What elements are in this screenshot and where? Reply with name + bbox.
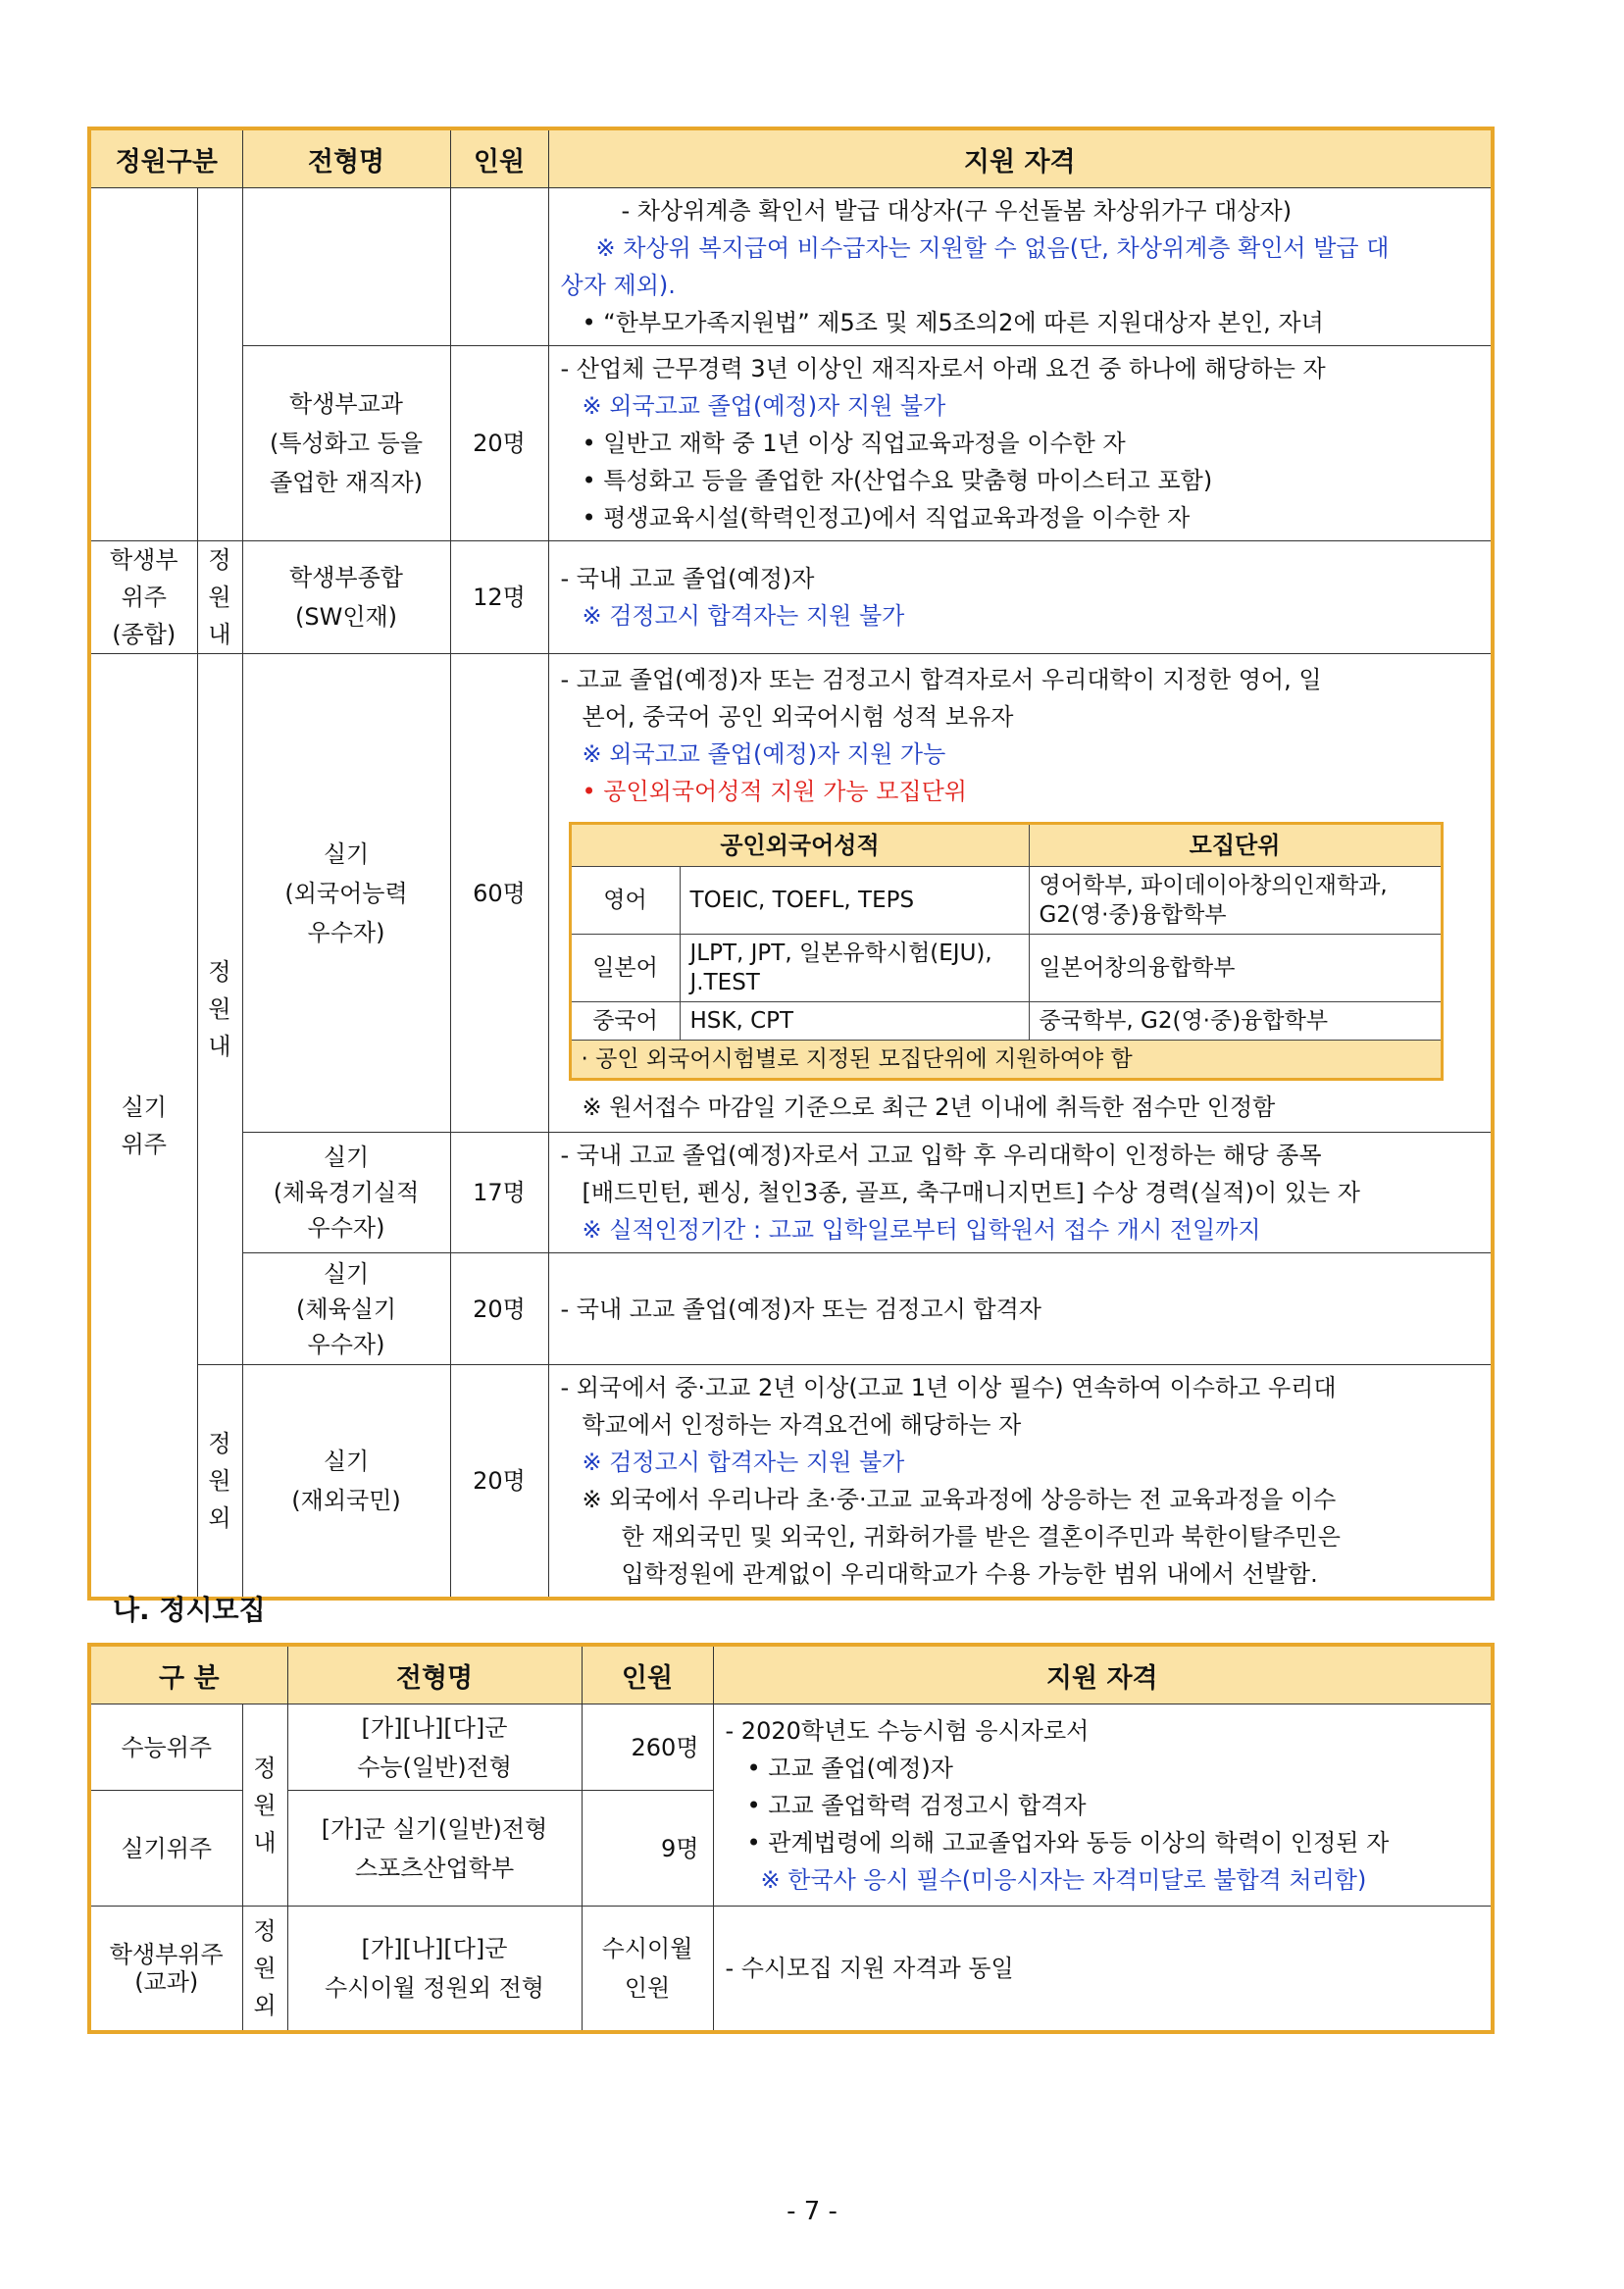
inner-units: 영어학부, 파이데이아창의인재학과, G2(영·중)융합학부: [1029, 866, 1442, 934]
inner-units: 일본어창의융합학부: [1029, 934, 1442, 1001]
qualification-cell: - 국내 고교 졸업(예정)자 ※ 검정고시 합격자는 지원 불가: [548, 541, 1493, 654]
inner-tests: JLPT, JPT, 일본유학시험(EJU), J.TEST: [680, 934, 1029, 1001]
inner-header-scores: 공인외국어성적: [570, 823, 1029, 866]
inner-lang: 중국어: [570, 1001, 680, 1040]
inner-note: · 공인 외국어시험별로 지정된 모집단위에 지원하여야 함: [570, 1040, 1442, 1079]
qualification-cell: - 고교 졸업(예정)자 또는 검정고시 합격자로서 우리대학이 지정한 영어, 일 본어, 중국어 공인 외국어시험 성적 보유자 ※ 외국고교 졸업(예정)자 지원 가능 • 공인외국어성적 지원 가능 모집단위 공인외국어성적 모집단위 영어 TOEIC, TOEFL, TEPS 영어학부, 파이데이아창의인재학과, G2(영·중)융합학부 일본어 JLPT, JPT, 일본유학시험(EJU), J.TEST 일본어창의융합학부 중국어 HSK, CPT 중국학부, G2(영·중)융합학부 · 공인 외국어시험별로 지정된 모집단위에 지원하여야 함 ※ 원서접수 마감일 기준으로 최근 2년 이내에 취득한 점수만 인정함: [548, 654, 1493, 1133]
category-cell-empty: [89, 188, 197, 541]
qualification-cell: - 국내 고교 졸업(예정)자 또는 검정고시 합격자: [548, 1253, 1493, 1365]
header-track-name: 전형명: [242, 128, 450, 188]
qualification-cell: - 외국에서 중·고교 2년 이상(고교 1년 이상 필수) 연속하여 이수하고 우리대 학교에서 인정하는 자격요건에 해당하는 자 ※ 검정고시 합격자는 지원 불가 ※ 외국에서 우리나라 초·중·고교 교육과정에 상응하는 전 교육과정을 이수 한 재외국민 및 외국인, 귀화허가를 받은 결혼이주민과 북한이탈주민은 입학정원에 관계없이 우리대학교가 수용 가능한 범위 내에서 선발함.: [548, 1365, 1493, 1600]
table-row: [89, 346, 1493, 541]
table-row: [89, 1907, 1493, 2032]
track-name-cell: [가]군 실기(일반)전형 스포츠산업학부: [287, 1791, 582, 1907]
count-cell: 20명: [450, 1365, 548, 1600]
jeongsi-admission-table: [87, 1643, 1495, 2034]
count-cell: 17명: [450, 1133, 548, 1253]
header-count: 인원: [582, 1645, 713, 1704]
susi-admission-table: [87, 127, 1495, 1601]
track-name-cell-empty: [242, 188, 450, 346]
count-cell: 260명: [582, 1704, 713, 1791]
table-row: [89, 1704, 1493, 1791]
inner-units: 중국학부, G2(영·중)융합학부: [1029, 1001, 1442, 1040]
inner-tests: TOEIC, TOEFL, TEPS: [680, 866, 1029, 934]
quota-cell: 정 원 내: [197, 541, 242, 654]
track-name-cell: 실기 (외국어능력 우수자): [242, 654, 450, 1133]
language-score-table: [569, 822, 1444, 1081]
count-cell: 9명: [582, 1791, 713, 1907]
inner-lang: 일본어: [570, 934, 680, 1001]
inner-lang: 영어: [570, 866, 680, 934]
table-row: [89, 654, 1493, 1133]
track-name-cell: 학생부종합 (SW인재): [242, 541, 450, 654]
qualification-cell: - 2020학년도 수능시험 응시자로서 • 고교 졸업(예정)자 • 고교 졸업학력 검정고시 합격자 • 관계법령에 의해 고교졸업자와 동등 이상의 학력이 인정된 자 ※ 한국사 응시 필수(미응시자는 자격미달로 불합격 처리함): [713, 1704, 1493, 1907]
track-name-cell: 학생부교과 (특성화고 등을 졸업한 재직자): [242, 346, 450, 541]
track-name-cell: 실기 (재외국민): [242, 1365, 450, 1600]
quota-cell: 정 원 내: [197, 654, 242, 1365]
category-cell: 학생부 위주 (종합): [89, 541, 197, 654]
table-row: [89, 541, 1493, 654]
header-qualification: 지원 자격: [548, 128, 1493, 188]
inner-row: [570, 934, 1442, 1001]
table-row: [89, 1253, 1493, 1365]
table-row: [89, 1365, 1493, 1600]
page-number: - 7 -: [787, 2197, 837, 2226]
quota-cell-empty: [197, 188, 242, 541]
header-quota-type: 정원구분: [89, 128, 242, 188]
qualification-cell: - 수시모집 지원 자격과 동일: [713, 1907, 1493, 2032]
inner-row: [570, 1001, 1442, 1040]
table-row: [89, 188, 1493, 346]
inner-note-row: [570, 1040, 1442, 1079]
header-count: 인원: [450, 128, 548, 188]
qualification-cell: - 국내 고교 졸업(예정)자로서 고교 입학 후 우리대학이 인정하는 해당 종목 [배드민턴, 펜싱, 철인3종, 골프, 축구매니지먼트] 수상 경력(실적)이 있는 자 ※ 실적인정기간 : 고교 입학일로부터 입학원서 접수 개시 전일까지: [548, 1133, 1493, 1253]
header-track-name: 전형명: [287, 1645, 582, 1704]
count-cell: 20명: [450, 346, 548, 541]
table-header-row: [89, 1645, 1493, 1704]
quota-cell: 정 원 외: [197, 1365, 242, 1600]
inner-header-row: [570, 823, 1442, 866]
count-cell: 60명: [450, 654, 548, 1133]
header-qualification: 지원 자격: [713, 1645, 1493, 1704]
section-title: 나. 정시모집: [113, 1594, 266, 1626]
track-name-cell: [가][나][다]군 수시이월 정원외 전형: [287, 1907, 582, 2032]
table-header-row: [89, 128, 1493, 188]
inner-row: [570, 866, 1442, 934]
qualification-cell: - 산업체 근무경력 3년 이상인 재직자로서 아래 요건 중 하나에 해당하는 자 ※ 외국고교 졸업(예정)자 지원 불가 • 일반고 재학 중 1년 이상 직업교육과정을 이수한 자 • 특성화고 등을 졸업한 자(산업수요 맞춤형 마이스터고 포함) • 평생교육시설(학력인정고)에서 직업교육과정을 이수한 자: [548, 346, 1493, 541]
quota-cell: 정 원 외: [242, 1907, 287, 2032]
category-cell: 실기 위주: [89, 654, 197, 1600]
track-name-cell: 실기 (체육경기실적 우수자): [242, 1133, 450, 1253]
inner-header-units: 모집단위: [1029, 823, 1442, 866]
table-row: [89, 1133, 1493, 1253]
qualification-cell: - 차상위계층 확인서 발급 대상자(구 우선돌봄 차상위가구 대상자) ※ 차상위 복지급여 비수급자는 지원할 수 없음(단, 차상위계층 확인서 발급 대 상자 제외). • “한부모가족지원법” 제5조 및 제5조의2에 따른 지원대상자 본인, 자녀: [548, 188, 1493, 346]
count-cell: 12명: [450, 541, 548, 654]
category-cell: 학생부위주 (교과): [89, 1907, 242, 2032]
count-cell: 20명: [450, 1253, 548, 1365]
category-cell: 수능위주: [89, 1704, 242, 1791]
count-cell-empty: [450, 188, 548, 346]
track-name-cell: 실기 (체육실기 우수자): [242, 1253, 450, 1365]
inner-tests: HSK, CPT: [680, 1001, 1029, 1040]
quota-cell: 정 원 내: [242, 1704, 287, 1907]
track-name-cell: [가][나][다]군 수능(일반)전형: [287, 1704, 582, 1791]
header-category: 구 분: [89, 1645, 287, 1704]
category-cell: 실기위주: [89, 1791, 242, 1907]
count-cell: 수시이월 인원: [582, 1907, 713, 2032]
